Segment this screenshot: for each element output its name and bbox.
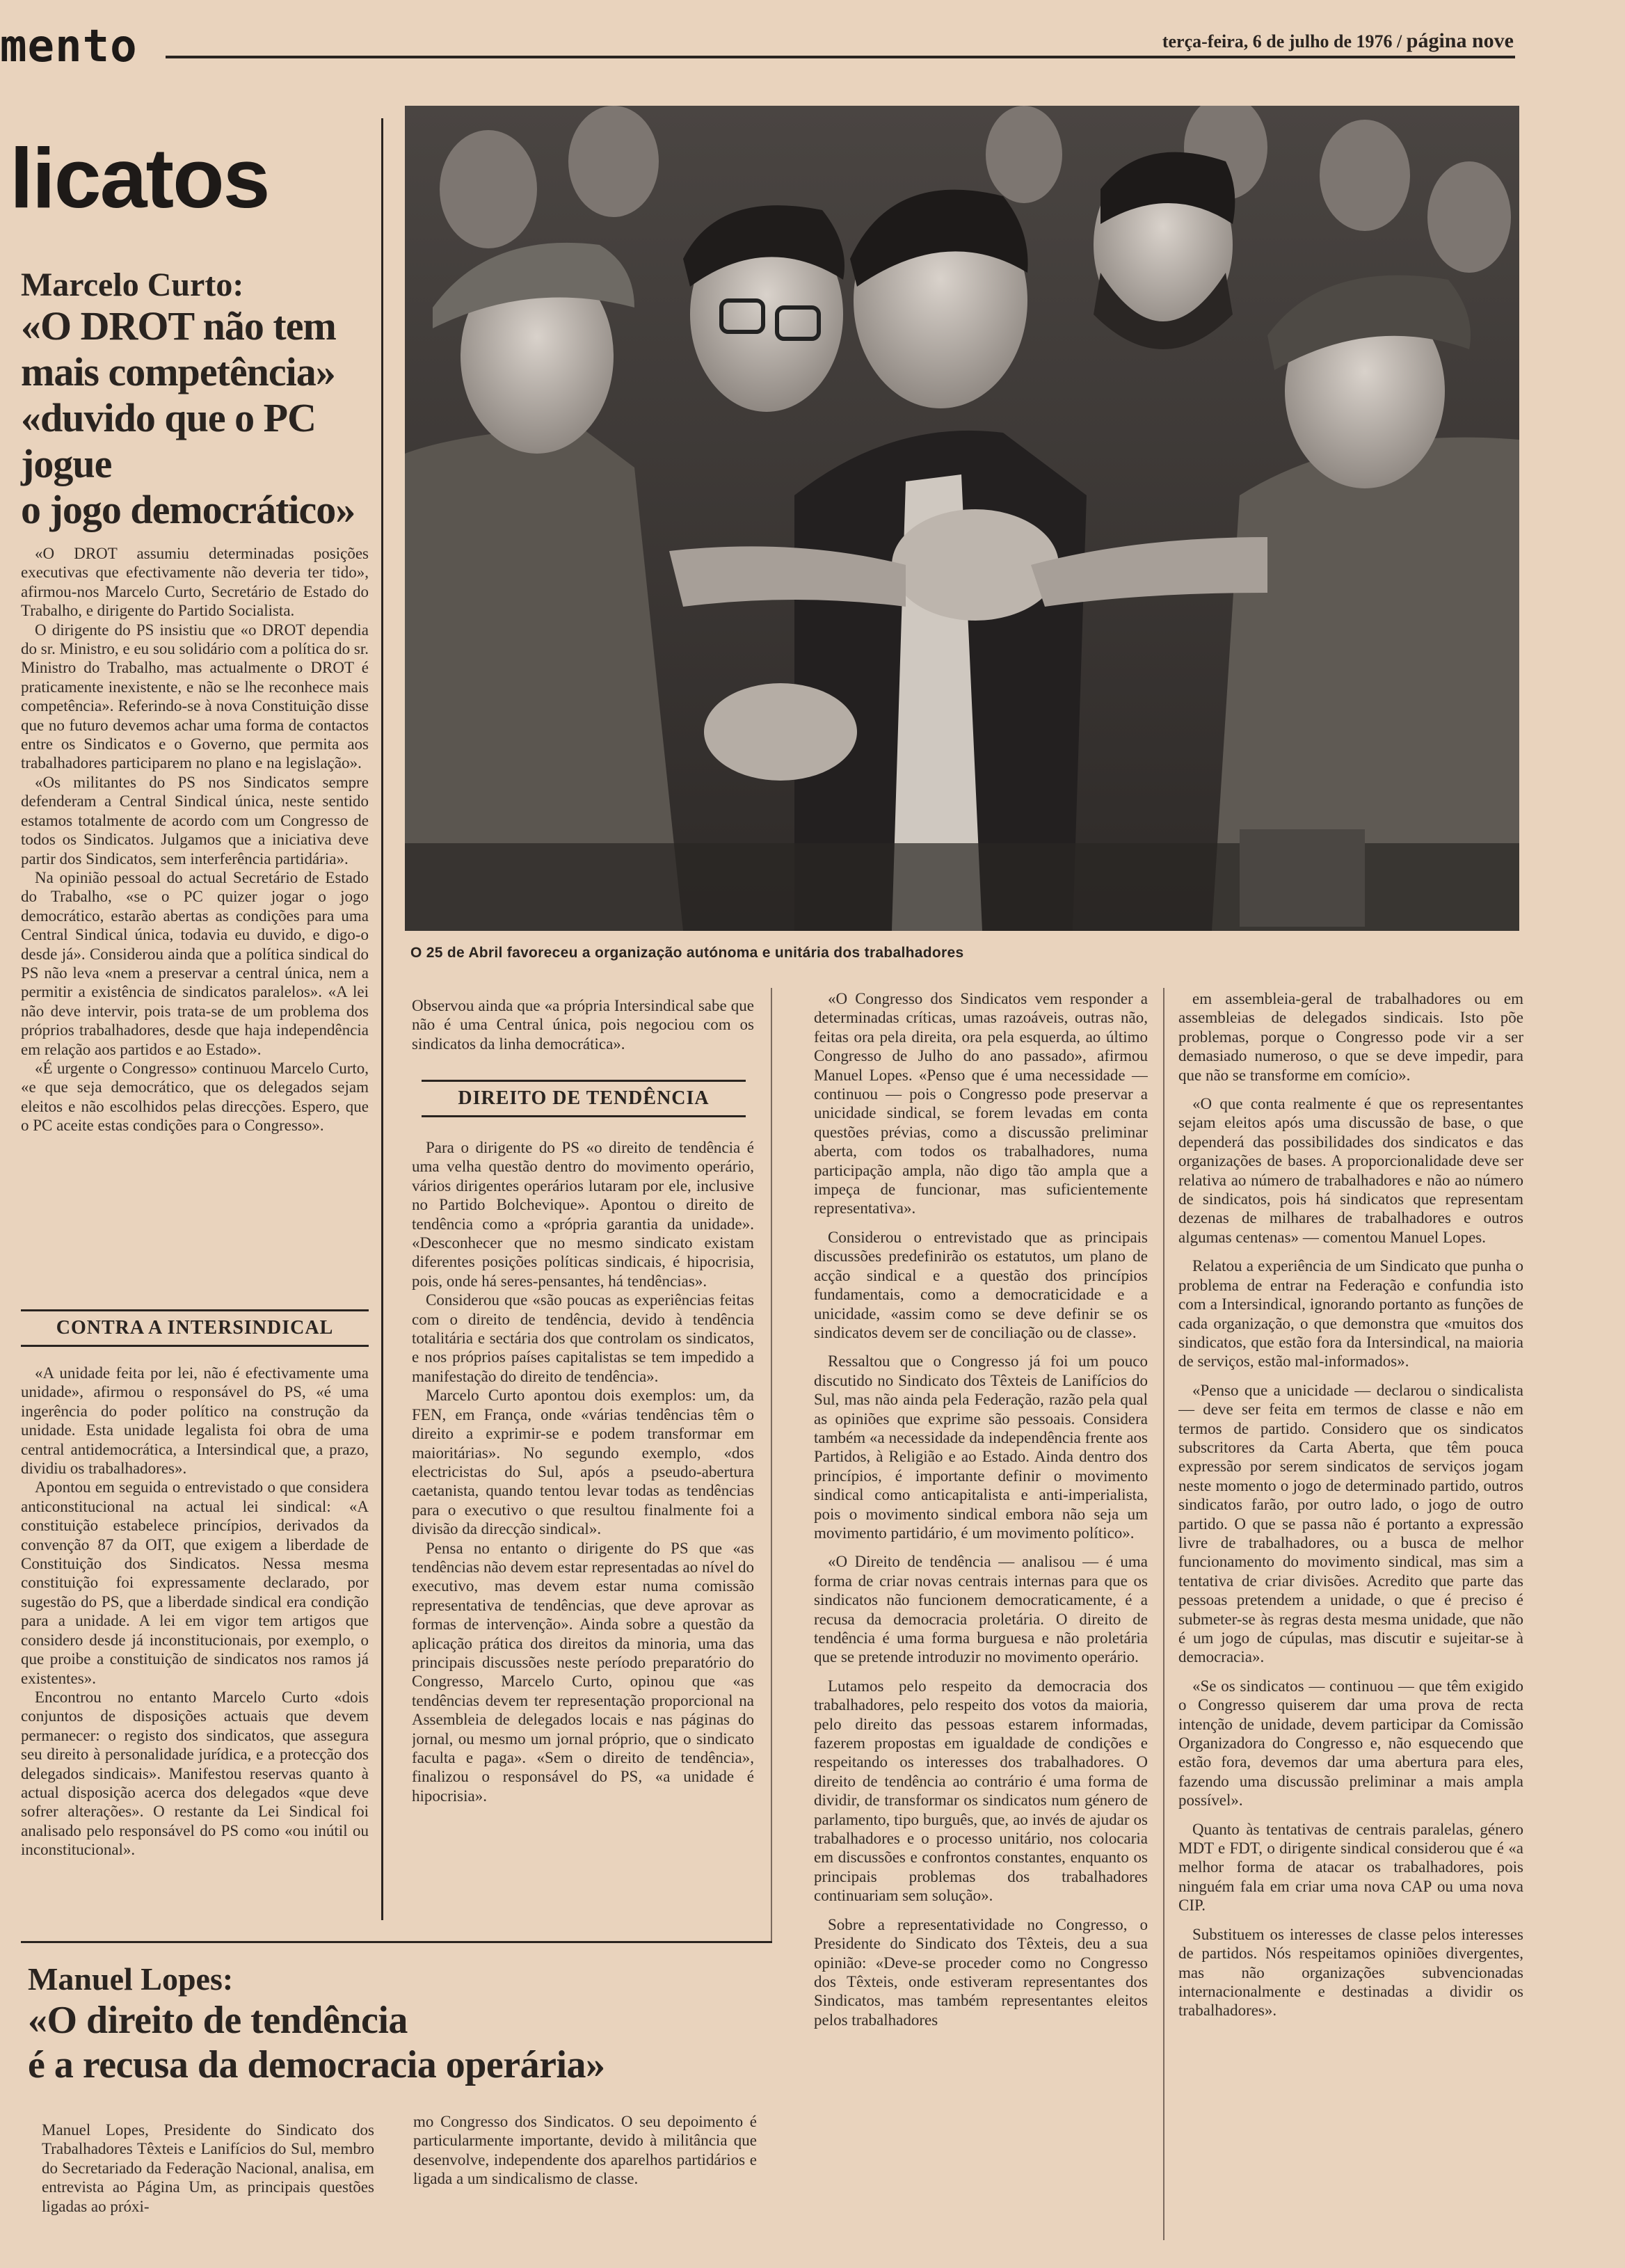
- paragraph: «É urgente o Congresso» continuou Marcelo Curto, «e que seja democrático, que os delegados sejam eleitos e não escolhidos pelas direcções. Espero, que o PC aceite estas condições para o Congresso».: [21, 1059, 369, 1135]
- photo-caption: O 25 de Abril favoreceu a organização autónoma e unitária dos trabalhadores: [410, 945, 964, 961]
- column-rule: [1163, 988, 1164, 2240]
- paragraph: «Se os sindicatos — continuou — que têm exigido o Congresso quiserem dar uma prova de recta intenção de unidade, devem participar da Comissão Organizadora do Congresso e, não esquecendo que estão fora, devemos dar uma abertura para eles, fazendo uma discussão preliminar a mais ampla possível».: [1178, 1677, 1523, 1810]
- headline-line: «O DROT não tem: [21, 303, 336, 349]
- paragraph: Marcelo Curto apontou dois exemplos: um, da FEN, em França, onde «várias tendências têm o direito a exprimir-se e podem transformar em maioritárias». No segundo exemplo, «dos electricistas do Sul, após a pseudo-abertura caetanista, quando tentou levar todas as tendências para o executivo o que resultou finalmente foi a divisão da direcção sindical».: [412, 1387, 754, 1538]
- paragraph: «O DROT assumiu determinadas posições executivas que efectivamente não deveria ter tido», afirmou-nos Marcelo Curto, Secretário de Estado do Trabalho, e dirigente do Partido Socialista.: [21, 545, 369, 620]
- paragraph: Sobre a representatividade no Congresso, o Presidente do Sindicato dos Têxteis, deu a sua opinião: «Deve-se proceder como no Congresso dos Têxteis, onde estiveram representantes dos Sindicatos, mas também representantes eleitos pelos trabalhadores: [814, 1915, 1148, 2029]
- paragraph: Na opinião pessoal do actual Secretário de Estado do Trabalho, «se o PC quizer jogar o jogo democrático, estarão abertas as condições para uma Central Sindical única, todavia eu duvido, e digo-o desde já». Considerou ainda que a política sindical do PS não leva «nem a preservar a central única, nem a permitir a existência de sindicatos paralelos». «A lei não deve intervir, pois trata-se de um problema dos próprios trabalhadores, desde que haja independência em relação aos partidos e ao Estado».: [21, 868, 369, 1058]
- subhead-contra-intersindical: CONTRA A INTERSINDICAL: [21, 1309, 369, 1347]
- paragraph: «Penso que a unicidade — declarou o sindicalista — deve ser feita em termos de classe e não em termos de partido. Considero que os sindicatos subscritores da Carta Aberta, que têm pouca expressão por serem sindicatos de serviços jogam neste momento o jogo de determinado partido, outros sindicatos farão, por outro lado, o jogo de outro partido. O que se passa não é portanto a expressão livre de trabalhadores, ou a busca de melhor funcionamento do movimento sindical, mas sim a tentativa de criar divisões. Acredito que parte das pessoas pretendem a unidade, o que é preciso é submeter-se às regras desta mesma unidade, que não é um jogo de cúpulas, mas discutir e sujeitar-se à democracia».: [1178, 1381, 1523, 1666]
- paragraph: Ressaltou que o Congresso já foi um pouco discutido no Sindicato dos Têxteis de Lanifícios do Sul, mas não ainda pela Federação, razão pela qual as opiniões que exprime são pessoais. Considera também «a necessidade da independência frente aos Partidos, à Religião e ao Estado. Ainda dentro dos princípios, é importante definir o movimento sindical como anticapitalista e anti-imperialista, pois o movimento sindical embora não seja um movimento partidário, é um movimento político».: [814, 1352, 1148, 1542]
- subhead-direito-de-tendencia: DIREITO DE TENDÊNCIA: [422, 1080, 746, 1117]
- paragraph: «O que conta realmente é que os representantes sejam eleitos após uma discussão de base, o que dependerá das possibilidades dos sindicatos e das organizações de bases. A proporcionalidade deve ser relativa ao número de trabalhadores e não ao número de sindicatos, pois há sindicatos que representam dezenas de milhares de trabalhadores e outros algumas centenas» — comentou Manuel Lopes.: [1178, 1095, 1523, 1246]
- paragraph: Relatou a experiência de um Sindicato que punha o problema de entrar na Federação e confundia isto com a Intersindical, ignorando portanto as funções de cada organização, o que demonstra que «muitos dos sindicatos, que estão fora da Intersindical, na maioria de serviços, estão mal-informados».: [1178, 1257, 1523, 1371]
- headline-line: «duvido que o PC: [21, 395, 316, 440]
- bottom-article-col2: mo Congresso dos Sindicatos. O seu depoimento é particularmente importante, devido à militância que desenvolve, independente dos aparelhos partidários e ligada a um sindicalismo de classe.: [413, 2113, 757, 2188]
- photo-illustration: [405, 106, 1519, 931]
- headline-line: jogue: [21, 441, 112, 486]
- left-article-kicker: Marcelo Curto:: [21, 266, 244, 303]
- page-label: página nove: [1406, 29, 1514, 52]
- paragraph: Encontrou no entanto Marcelo Curto «dois conjuntos de disposições actuais que devem permanecer: o registo dos sindicatos, que assegura seu direito à personalidade jurídica, e a protecção dos delegados sindicais». Manifestou reservas quanto à actual disposição acerca dos delegados «que deve sofrer alterações». O restante da Lei Sindical foi analisado pelo responsável do PS como «ou inútil ou inconstitucional».: [21, 1688, 369, 1859]
- col3-body: [814, 989, 1148, 2249]
- col2-intro: Observou ainda que «a própria Intersindical sabe que não é uma Central única, pois negociou com os sindicatos da linha democrática».: [412, 997, 754, 1053]
- col2-body: [412, 1138, 754, 1931]
- left-article-body: [21, 544, 369, 1295]
- headline-line: mais competência»: [21, 349, 335, 394]
- paragraph: «Os militantes do PS nos Sindicatos sempre defenderam a Central Sindical única, neste sentido estamos totalmente de acordo com um Congresso de todos os Sindicatos. Julgamos que a iniciativa deve partir dos Sindicatos, sem interferência partidária».: [21, 773, 369, 868]
- left-article-body-2: [21, 1364, 369, 1920]
- paragraph: Apontou em seguida o entrevistado o que considera anticonstitucional na actual lei sindical: «A constituição estabelece princípios, derivados da convenção 87 da OIT, que exigem a liberdade de Constituição dos Sindicatos. Nessa mesma constituição foi expressamente declarado, por sugestão do PS, que a liberdade sindical era condição para a unidade. A lei em vigor tem artigos que considero desde já inconstitucionais, por exemplo, o que proibe a constituição de sindicatos nos ramos já existentes».: [21, 1478, 369, 1687]
- paragraph: Pensa no entanto o dirigente do PS que «as tendências não devem estar representadas ao nível do executivo, mas devem estar numa comissão representativa de tendências, que deve aprovar as formas de intervenção». Ainda sobre a questão da aplicação prática dos direitos da minoria, uma das principais discussões neste período preparatório do Congresso, Marcelo Curto, opinou que «as tendências devem ter representação proporcional na Assembleia de delegados locais e nas páginas do jornal, ou mesmo um jornal próprio, que o sindicato faculta e paga». «Sem o direito de tendência», finalizou o responsável do PS, «a unidade é hipocrisia».: [412, 1539, 754, 1805]
- dateline-separator: /: [1397, 31, 1402, 51]
- left-article-headline: [21, 303, 383, 533]
- headline-line: é a recusa da democracia operária»: [28, 2043, 605, 2086]
- bottom-article-kicker: Manuel Lopes:: [28, 1961, 234, 1997]
- bottom-article-headline: [28, 1998, 765, 2087]
- dateline: [1162, 29, 1514, 53]
- article-divider: [21, 1941, 772, 1943]
- paragraph: «O Direito de tendência — analisou — é uma forma de criar novas centrais internas para que os sindicatos não funcionem democraticamente, é a recusa da democracia proletária. O direito de tendência é uma forma burguesa e não proletária que se pretende introduzir no movimento operário.: [814, 1553, 1148, 1666]
- paragraph: Quanto às tentativas de centrais paralelas, género MDT e FDT, o dirigente sindical considerou que é «a melhor forma de atacar os trabalhadores, pois ninguém fala em criar uma nova CAP ou uma nova CIP.: [1178, 1820, 1523, 1915]
- paragraph: Considerou que «são poucas as experiências feitas com o direito de tendência, devido à tendência totalitária e sectária dos que controlam os sindicatos, e nos próprios países capitalistas se tem impedido a manifestação do direito de tendência».: [412, 1291, 754, 1385]
- bottom-article-col1: Manuel Lopes, Presidente do Sindicato dos Trabalhadores Têxteis e Lanifícios do Sul, membro do Secretariado da Federação Nacional, analisa, em entrevista ao Página Um, as principais questões ligadas ao próxi-: [42, 2121, 374, 2215]
- section-title: mento: [0, 21, 138, 72]
- main-headline-fragment: licatos: [10, 131, 269, 225]
- column-rule: [771, 988, 772, 1941]
- paragraph: Considerou o entrevistado que as principais discussões predefinirão os estatutos, um plano de acção sindical e a questão dos princípios fundamentais, como a democraticidade e a unicidade, «assim como se deve definir se os sindicatos devem ser de conciliação ou de classe».: [814, 1228, 1148, 1341]
- col4-body: [1178, 989, 1523, 2249]
- paragraph: Para o dirigente do PS «o direito de tendência é uma velha questão dentro do movimento operário, vários dirigentes operários lutaram por ele, inclusive no Partido Bolchevique». Apontou o direito de tendência como a «própria garantia da unidade». «Desconhecer que no mesmo sindicato existam diferentes posições políticas sindicais, é hipocrisia, pois, onde há seres-pensantes, há tendências».: [412, 1139, 754, 1290]
- paragraph: Substituem os interesses de classe pelos interesses de partidos. Nós respeitamos opiniões divergentes, mas não organizações subvencionadas internacionalmente e destinadas a dividir os trabalhadores».: [1178, 1925, 1523, 2020]
- date-text: terça-feira, 6 de julho de 1976: [1162, 31, 1393, 51]
- headline-line: o jogo democrático»: [21, 487, 355, 532]
- paragraph: O dirigente do PS insistiu que «o DROT dependia do sr. Ministro, e eu sou solidário com a política do sr. Ministro do Trabalho, mas actualmente o DROT é praticamente inexistente, e não se lhe reconhece mais competência». Referindo-se à nova Constituição disse que no futuro devemos achar uma forma de contactos entre os Sindicatos e o Governo, que permita aos trabalhadores participarem no plano e na legislação».: [21, 621, 369, 772]
- paragraph: Lutamos pelo respeito da democracia dos trabalhadores, pelo respeito dos votos da maioria, pelo direito das pessoas estarem informadas, fazerem propostas em igualdade de condições e respeitando os interesses dos trabalhadores. O direito de tendência ao contrário é uma forma de dividir, de transformar os sindicatos num género de parlamento, tipo burguês, que, ao invés de ajudar os trabalhadores e o processo unitário, nos colocaria em discussões e confrontos constantes, enquanto os principais problemas dos trabalhadores continuariam sem solução».: [814, 1677, 1148, 1905]
- headline-line: «O direito de tendência: [28, 1999, 408, 2042]
- header-rule: [166, 56, 1515, 58]
- paragraph: em assembleia-geral de trabalhadores ou em assembleias de delegados sindicais. Isto põe problemas, porque o Congresso pode vir a ser demasiado numeroso, o que se deve impedir, para que não se transforme em comício».: [1178, 990, 1523, 1084]
- paragraph: «A unidade feita por lei, não é efectivamente uma unidade», afirmou o responsável do PS, «é uma ingerência do poder político na construção da unidade. Esta unidade legalista foi obra de uma central antidemocrática, a Intersindical que, a prazo, dividiu os trabalhadores».: [21, 1364, 369, 1478]
- paragraph: «O Congresso dos Sindicatos vem responder a determinadas críticas, umas razoáveis, outras não, feitas ora pela direita, ora pela esquerda, ao último Congresso de Julho do ano passado», afirmou Manuel Lopes. «Penso que é uma necessidade — continuou — pois o Congresso pode preservar a unicidade sindical, se forem levadas em conta questões prévias, como a discussão preliminar aberta, com todos os trabalhadores, numa participação ampla, não digo tão ampla que a impeça de funcionar, mas suficientemente representativa».: [814, 990, 1148, 1217]
- column-rule: [381, 118, 383, 1920]
- news-photo: [405, 106, 1519, 931]
